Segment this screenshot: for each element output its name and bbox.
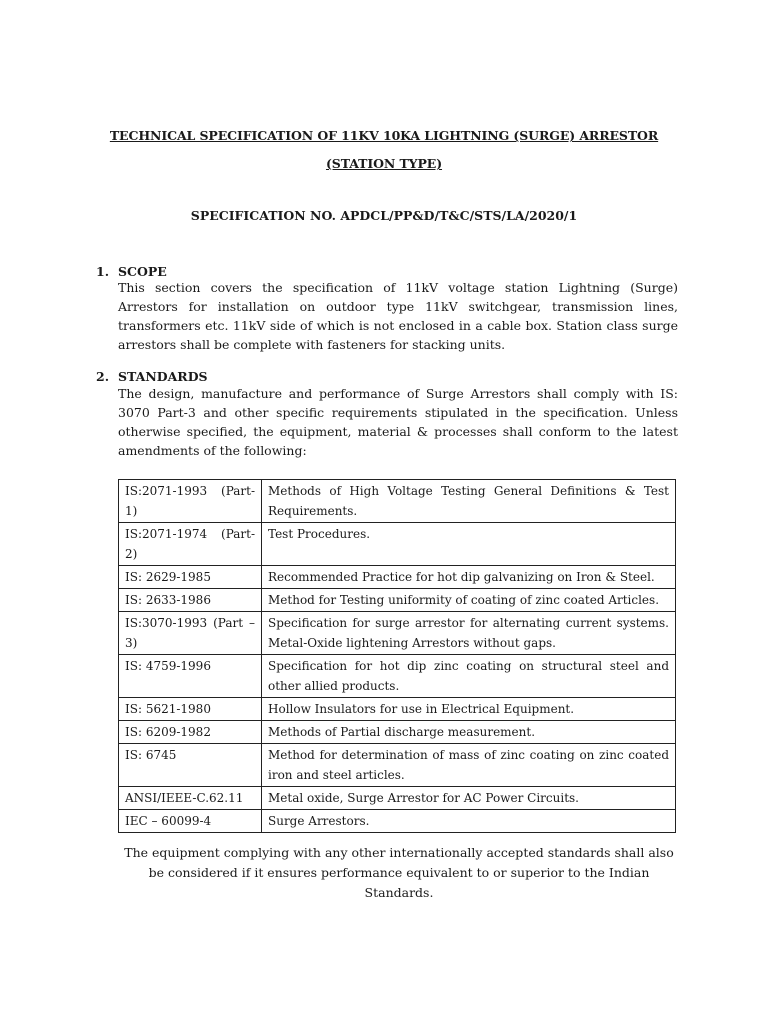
standard-description-cell: Method for Testing uniformity of coating of zinc coated Articles.: [262, 589, 676, 612]
table-row: [119, 566, 676, 589]
section-title: SCOPE: [118, 264, 167, 279]
standard-code-cell: IS:2071-1974 (Part-2): [119, 523, 262, 566]
table-row: [119, 655, 676, 698]
standard-description-cell: Hollow Insulators for use in Electrical Equipment.: [262, 698, 676, 721]
standard-description-cell: Test Procedures.: [262, 523, 676, 566]
standard-code-cell: IEC – 60099-4: [119, 810, 262, 833]
table-row: [119, 589, 676, 612]
specification-number: SPECIFICATION NO. APDCL/PP&D/T&C/STS/LA/2020/1: [190, 208, 578, 223]
standard-code-cell: IS: 5621-1980: [119, 698, 262, 721]
standard-code-cell: IS: 4759-1996: [119, 655, 262, 698]
scope-paragraph: This section covers the specification of 11kV voltage station Lightning (Surge) Arrestors for installation on outdoor type 11kV switchgear, transmission lines, transformers etc. 11kV side of which is not enclosed in a cable box. Station class surge arrestors shall be complete with fasteners for stacking units.: [118, 280, 678, 352]
closing-paragraph: The equipment complying with any other internationally accepted standards shall also be considered if it ensures performance equivalent to or superior to the Indian Standards.: [124, 845, 674, 900]
standard-code-cell: IS: 6209-1982: [119, 721, 262, 744]
table-row: [119, 810, 676, 833]
standard-description-cell: Methods of High Voltage Testing General Definitions & Test Requirements.: [262, 480, 676, 523]
table-row: [119, 744, 676, 787]
section-heading-standards: [96, 369, 208, 384]
standard-description-cell: Specification for hot dip zinc coating on structural steel and other allied products.: [262, 655, 676, 698]
table-row: [119, 480, 676, 523]
table-row: [119, 721, 676, 744]
table-row: [119, 787, 676, 810]
standard-description-cell: Recommended Practice for hot dip galvanizing on Iron & Steel.: [262, 566, 676, 589]
standard-description-cell: Method for determination of mass of zinc coating on zinc coated iron and steel articles.: [262, 744, 676, 787]
standard-description-cell: Methods of Partial discharge measurement.: [262, 721, 676, 744]
standard-description-cell: Metal oxide, Surge Arrestor for AC Power Circuits.: [262, 787, 676, 810]
standard-description-cell: Surge Arrestors.: [262, 810, 676, 833]
section-number: 1.: [96, 264, 110, 279]
document-subtitle: (STATION TYPE): [325, 156, 443, 171]
section-number: 2.: [96, 369, 110, 384]
table-row: [119, 612, 676, 655]
standard-code-cell: IS: 2629-1985: [119, 566, 262, 589]
table-row: [119, 698, 676, 721]
table-row: [119, 523, 676, 566]
standard-code-cell: IS:3070-1993 (Part – 3): [119, 612, 262, 655]
standards-table: [118, 479, 676, 833]
standards-paragraph: The design, manufacture and performance of Surge Arrestors shall comply with IS: 3070 Part-3 and other specific requirements stipulated in the specification. Unless otherwise specified, the equipment, material & processes shall conform to the latest amendments of the following:: [118, 386, 678, 458]
standard-code-cell: IS: 6745: [119, 744, 262, 787]
section-heading-scope: [96, 264, 167, 279]
document-title: TECHNICAL SPECIFICATION OF 11KV 10KA LIGHTNING (SURGE) ARRESTOR: [109, 128, 659, 143]
standard-code-cell: IS: 2633-1986: [119, 589, 262, 612]
standard-code-cell: ANSI/IEEE-C.62.11: [119, 787, 262, 810]
section-title: STANDARDS: [118, 369, 208, 384]
standard-code-cell: IS:2071-1993 (Part-1): [119, 480, 262, 523]
standard-description-cell: Specification for surge arrestor for alternating current systems. Metal-Oxide lightening Arrestors without gaps.: [262, 612, 676, 655]
